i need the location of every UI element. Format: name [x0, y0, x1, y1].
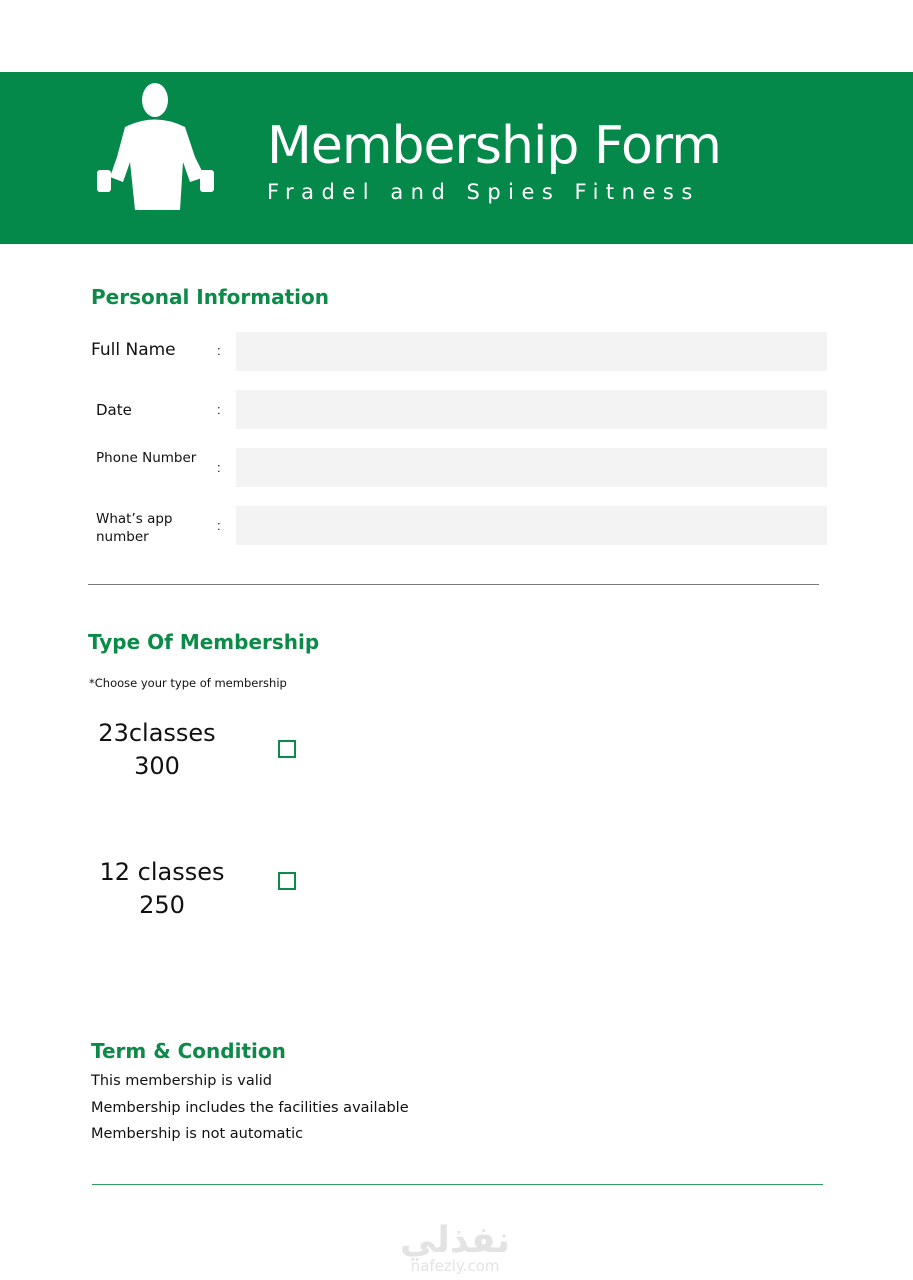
- option-23-classes: [90, 717, 224, 783]
- header-banner: [0, 72, 913, 244]
- terms-list: [91, 1068, 409, 1148]
- terms-heading: Term & Condition: [91, 1039, 286, 1063]
- footer-divider: [92, 1184, 823, 1185]
- terms-item: Membership includes the facilities available: [91, 1099, 409, 1116]
- option-name: 12 classes: [99, 858, 225, 886]
- watermark-latin: nafezly.com: [410, 1257, 500, 1275]
- personal-info-heading: Personal Information: [91, 285, 329, 309]
- terms-item: Membership is not automatic: [91, 1126, 304, 1142]
- option-12-checkbox[interactable]: [278, 872, 296, 890]
- option-23-checkbox[interactable]: [278, 740, 296, 758]
- watermark-arabic: نفذلي: [400, 1220, 511, 1261]
- phone-input[interactable]: [236, 448, 827, 487]
- membership-heading: Type Of Membership: [88, 630, 320, 654]
- colon: :: [217, 402, 221, 417]
- terms-item: This membership is valid: [91, 1073, 273, 1089]
- whatsapp-input[interactable]: [236, 506, 827, 545]
- colon: :: [217, 343, 221, 358]
- option-name: 23classes: [98, 719, 216, 747]
- colon: :: [217, 460, 221, 475]
- form-subtitle: Fradel and Spies Fitness: [267, 180, 700, 204]
- full-name-label: Full Name: [91, 340, 176, 360]
- date-input[interactable]: [236, 390, 827, 429]
- colon: :: [217, 518, 221, 533]
- form-title: Membership Form: [267, 116, 721, 176]
- membership-note: *Choose your type of membership: [89, 676, 287, 690]
- bodybuilder-logo-icon: [95, 82, 225, 212]
- option-price: 250: [139, 891, 185, 919]
- option-price: 300: [134, 752, 180, 780]
- date-label: Date: [96, 401, 132, 419]
- full-name-input[interactable]: [236, 332, 827, 371]
- option-12-classes: [95, 856, 229, 922]
- whatsapp-label: What’s app number: [96, 511, 173, 545]
- phone-label: Phone Number: [96, 450, 197, 466]
- watermark: [400, 1220, 510, 1275]
- divider: [88, 584, 819, 585]
